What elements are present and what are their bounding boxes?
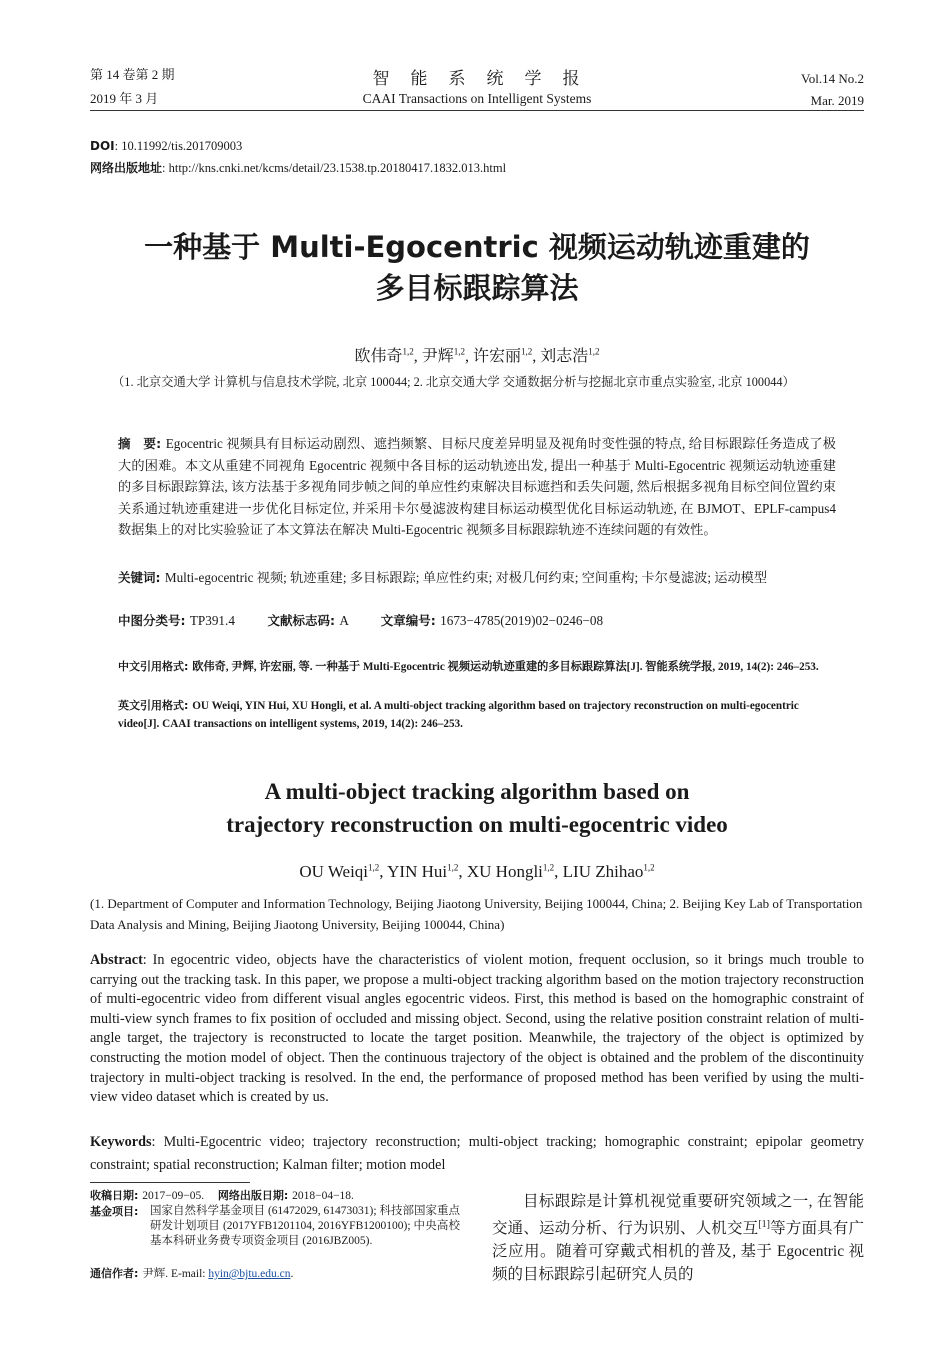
author-sep: ,: [379, 862, 388, 881]
body-intro-paragraph: [492, 1190, 864, 1286]
author-cn-4: 刘志浩: [540, 348, 589, 365]
corresponding-value: 尹辉. E-mail:: [142, 1268, 209, 1280]
online-address-value[interactable]: : http://kns.cnki.net/kcms/detail/23.1538.tp.20180417.1832.013.html: [162, 161, 507, 175]
header-volume-cn: 第 14 卷第 2 期: [90, 67, 175, 82]
abstract-cn-label: 摘 要:: [118, 436, 166, 451]
email-tail: .: [290, 1268, 294, 1280]
header-date-en: Mar. 2019: [810, 93, 864, 108]
author-sep: ,: [413, 348, 422, 365]
author-cn-1: 欧伟奇: [354, 348, 403, 365]
author-sep: ,: [554, 862, 563, 881]
author-cn-2-affil: 1,2: [453, 346, 465, 357]
citation-en-text: OU Weiqi, YIN Hui, XU Hongli, et al. A multi-object tracking algorithm based on trajectory reconstruction on multi-egocentric video[J]. CAAI transactions on intelligent systems, 2019, 14(2): 246–253.: [118, 700, 799, 730]
reference-link-1[interactable]: [1]: [758, 1219, 770, 1230]
received-date-label: 收稿日期:: [90, 1189, 143, 1202]
title-cn-line1: 一种基于 Multi-Egocentric 视频运动轨迹重建的: [144, 230, 810, 264]
doi-label: DOI: [90, 139, 115, 153]
clc-label: 中图分类号:: [118, 613, 190, 628]
author-cn-3: 许宏丽: [473, 348, 522, 365]
abstract-cn-text: Egocentric 视频具有目标运动剧烈、遮挡频繁、目标尺度差异明显及视角时变性强的特点, 给目标跟踪任务造成了极大的困难。本文从重建不同视角 Egocentric 视频中各目标的运动轨迹出发, 提出一种基于 Multi-Egocentric 视频运动轨迹重建的多目标跟踪算法, 该方法基于多视角同步帧之间的单应性约束解决目标遮挡和丢失问题, 然后根据多视角目标空间位置约束关系通过轨迹重建进一步优化目标定位, 并采用卡尔曼滤波构建目标运动模型优化目标运动轨迹, 在 BJMOT、EPLF-campus4 数据集上的对比实验验证了本文算法在解决 Multi-Egocentric 视频多目标跟踪轨迹不连续问题的有效性。: [118, 436, 836, 538]
classification-line: [118, 610, 836, 632]
author-cn-1-affil: 1,2: [402, 346, 414, 357]
author-en-3: XU Hongli: [466, 862, 543, 881]
affiliation-cn: （1. 北京交通大学 计算机与信息技术学院, 北京 100044; 2. 北京交通大学 交通数据分析与挖掘北京市重点实验室, 北京 100044）: [112, 375, 795, 389]
author-sep: ,: [532, 348, 541, 365]
fund-value: 国家自然科学基金项目 (61472029, 61473031); 科技部国家重点研发计划项目 (2017YFB1201104, 2016YFB1200100); 中央高校基本科研业务费专项资金项目 (2016JBZ005).: [150, 1205, 460, 1247]
abstract-cn: [118, 433, 836, 541]
doi-value[interactable]: : 10.11992/tis.201709003: [114, 139, 243, 153]
author-cn-2: 尹辉: [421, 348, 454, 365]
citation-cn-text: 欧伟奇, 尹辉, 许宏丽, 等. 一种基于 Multi-Egocentric 视频运动轨迹重建的多目标跟踪算法[J]. 智能系统学报, 2019, 14(2): 246–253.: [192, 661, 819, 673]
keywords-en-text: : Multi-Egocentric video; trajectory reconstruction; multi-object tracking; homographic constraint; epipolar geometry constraint; spatial reconstruction; Kalman filter; motion model: [90, 1134, 864, 1173]
article-no-label: 文章编号:: [380, 613, 441, 628]
author-en-3-affil: 1,2: [542, 862, 555, 873]
footnote-fund: [90, 1204, 470, 1249]
title-cn-line2: 多目标跟踪算法: [375, 271, 579, 305]
author-en-1: OU Weiqi: [299, 862, 369, 881]
keywords-cn: [118, 567, 836, 589]
author-sep: ,: [465, 348, 473, 365]
author-en-2-affil: 1,2: [447, 862, 459, 873]
header-date-cn: 2019 年 3 月: [90, 91, 159, 106]
abstract-en: [90, 951, 864, 1108]
author-cn-4-affil: 1,2: [588, 346, 600, 357]
title-en-line1: A multi-object tracking algorithm based on: [264, 779, 690, 804]
abstract-en-label: Abstract: [90, 952, 143, 968]
authors-en: [90, 862, 864, 882]
body-text-b: 等方面具有广泛应用。随着可穿戴式相机的普及, 基于 Egocentric 视频的目标跟踪引起研究人员的: [492, 1220, 864, 1284]
article-no-value: 1673−4785(2019)02−0246−08: [440, 613, 604, 628]
footnote-corresponding: [90, 1266, 470, 1282]
doc-code-value: A: [339, 613, 349, 628]
affiliation-en: (1. Department of Computer and Information Technology, Beijing Jiaotong University, Beijing 100044, China; 2. Beijing Key Lab of Transportation Data Analysis and Mining, Beijing Jiaotong University, Beijing 100044, China): [90, 896, 863, 932]
clc-value: TP391.4: [189, 613, 235, 628]
author-en-2: YIN Hui: [387, 862, 448, 881]
keywords-cn-label: 关键词:: [118, 570, 165, 585]
keywords-en-label: Keywords: [90, 1134, 152, 1150]
keywords-en: [90, 1131, 864, 1177]
online-date-value: 2018−04−18.: [292, 1190, 354, 1202]
citation-cn-label: 中文引用格式:: [118, 660, 193, 673]
body-text-a: 目标跟踪是计算机视觉重要研究领域之一, 在智能交通、运动分析、行为识别、人机交互: [492, 1193, 864, 1238]
header-rule: [90, 110, 864, 111]
header-volume-en: Vol.14 No.2: [801, 71, 864, 86]
citation-en: [118, 697, 836, 733]
received-date-value: 2017−09−05.: [142, 1190, 205, 1202]
header-journal-en: CAAI Transactions on Intelligent Systems: [362, 91, 592, 106]
citation-cn: [118, 658, 836, 676]
author-cn-3-affil: 1,2: [521, 346, 533, 357]
doc-code-label: 文献标志码:: [267, 613, 340, 628]
title-en-line2: trajectory reconstruction on multi-egocentric video: [226, 812, 728, 837]
footnote-rule: [90, 1182, 250, 1183]
author-en-1-affil: 1,2: [368, 862, 380, 873]
authors-cn: [90, 343, 864, 366]
abstract-en-text: : In egocentric video, objects have the characteristics of violent motion, frequent occlusion, so it brings much trouble to carrying out the tracking task. In this paper, we propose a multi-object tracking algorithm based on the motion trajectory reconstruction of multi-egocentric video from different visual angles egocentric videos. First, this method is based on the homographic constraint of multi-view synch frames to fix position of occluded and missing object. Second, using the relative position constraint relation of multi-angle target, the trajectory is reconstructed to locate the target position. Meanwhile, the trajectory of the object is optimized by constructing the motion model of object. Then the continuous trajectory of the object is obtained and the problem of the discontinuity trajectory in multi-object tracking is resolved. In the end, the performance of proposed method has been verified by using the multi-view video dataset which is created by us.: [90, 952, 864, 1106]
corresponding-email-link[interactable]: hyin@bjtu.edu.cn: [208, 1268, 291, 1280]
doi-line: [90, 136, 242, 156]
footnote-dates: [90, 1188, 470, 1204]
fund-label: 基金项目:: [90, 1205, 139, 1218]
keywords-cn-text: Multi-egocentric 视频; 轨迹重建; 多目标跟踪; 单应性约束; 对极几何约束; 空间重构; 卡尔曼滤波; 运动模型: [164, 570, 768, 585]
corresponding-label: 通信作者:: [90, 1267, 143, 1280]
header-journal-cn: 智 能 系 统 学 报: [372, 69, 582, 88]
author-sep: ,: [458, 862, 467, 881]
citation-en-label: 英文引用格式:: [118, 699, 193, 712]
online-address-label: 网络出版地址: [90, 161, 163, 175]
online-date-label: 网络出版日期:: [217, 1189, 293, 1202]
author-en-4: LIU Zhihao: [562, 862, 644, 881]
author-en-4-affil: 1,2: [643, 862, 655, 873]
online-address-line: [90, 158, 506, 178]
